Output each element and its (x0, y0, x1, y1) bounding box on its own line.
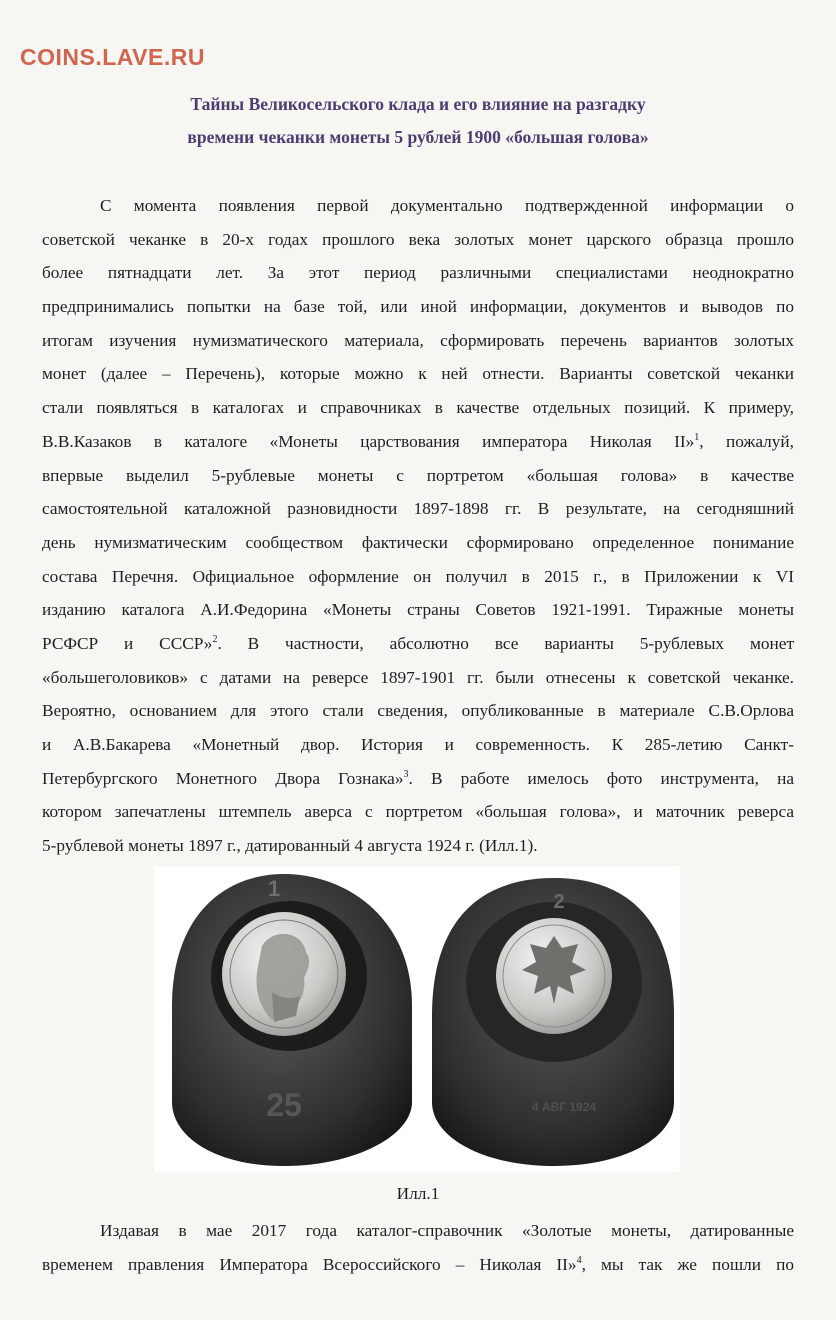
text-line: более пятнадцати лет. За этот период различными специалистами неоднократно (42, 263, 794, 283)
text-line: предпринимались попытки на базе той, или иной информации, документов и выводов по (42, 297, 794, 317)
text-line: итогам изучения нумизматического материала, сформировать перечень вариантов золотых (42, 330, 794, 350)
footnote-ref-3: 3 (403, 768, 409, 780)
die-number-2: 2 (553, 891, 565, 913)
text-line: самостоятельной каталожной разновидности 1897-1898 гг. В результате, на сегодняшний (42, 499, 794, 519)
die-date-stamp: 4 АВГ 1924 (531, 1100, 597, 1114)
footnote-ref-1: 1 (694, 431, 700, 443)
text-line-with-footnote (42, 762, 794, 796)
text-segment: . В частности, абсолютно все варианты 5-рублевых монет (217, 633, 795, 653)
text-line: котором запечатлены штемпель аверса с портретом «большая голова», и маточник реверса (42, 802, 794, 822)
text-line: монет (далее – Перечень), которые можно к ней отнести. Варианты советской чеканки (42, 364, 794, 384)
title-line-1: Тайны Великосельского клада и его влияние на разгадку (190, 94, 646, 114)
text-line: и А.В.Бакарева «Монетный двор. История и современность. К 285-летию Санкт- (42, 735, 794, 754)
title-line-2: времени чеканки монеты 5 рублей 1900 «большая голова» (187, 127, 649, 147)
text-segment: , пожалуй, (699, 431, 795, 451)
obverse-die (172, 874, 412, 1166)
text-line: Вероятно, основанием для этого стали сведения, опубликованные в материале С.В.Орлова (42, 701, 794, 721)
text-segment: РСФСР и СССР» (42, 633, 213, 653)
die-number-25: 25 (266, 1087, 302, 1123)
reverse-hub (432, 878, 674, 1166)
text-line: впервые выделил 5-рублевые монеты с портретом «большая голова» в качестве (42, 465, 794, 485)
text-line: Издавая в мае 2017 года каталог-справочник «Золотые монеты, датированные (100, 1221, 794, 1240)
die-number-1: 1 (267, 876, 281, 901)
text-line: С момента появления первой документально подтвержденной информации о (100, 196, 794, 215)
text-segment: . В работе имелось фото инструмента, на (408, 768, 795, 788)
footnote-ref-4: 4 (576, 1254, 582, 1266)
text-segment: Петербургского Монетного Двора Гознака» (42, 768, 404, 788)
footnote-ref-2: 2 (212, 633, 218, 645)
site-watermark: COINS.LAVE.RU (20, 44, 205, 70)
text-line: состава Перечня. Официальное оформление он получил в 2015 г., в Приложении к VI (42, 566, 794, 586)
text-segment: , мы так же пошли по (581, 1254, 794, 1274)
illustration-photo (154, 866, 680, 1172)
text-line: советской чеканке в 20-х годах прошлого века золотых монет царского образца прошло (42, 229, 794, 249)
text-line: стали появляться в каталогах и справочниках в качестве отдельных позиций. К примеру, (42, 398, 794, 418)
text-line-with-footnote (42, 1248, 794, 1282)
text-line: 5-рублевой монеты 1897 г., датированный 4 августа 1924 г. (Илл.1). (42, 836, 538, 856)
paragraph-1 (42, 189, 794, 863)
text-line-with-footnote (42, 627, 794, 661)
text-line: изданию каталога А.И.Федорина «Монеты страны Советов 1921-1991. Тиражные монеты (42, 600, 794, 620)
article-title (0, 88, 836, 154)
text-line: день нумизматическим сообществом фактически сформировано определенное понимание (42, 532, 794, 552)
text-line: «большеголовиков» с датами на реверсе 1897-1901 гг. были отнесены к советской чеканке. (42, 667, 794, 687)
text-segment: В.В.Казаков в каталоге «Монеты царствования императора Николая II» (42, 431, 695, 451)
illustration-caption: Илл.1 (396, 1184, 440, 1203)
paragraph-2 (42, 1214, 794, 1281)
text-segment: временем правления Императора Всероссийского – Николая II» (42, 1254, 577, 1274)
text-line-with-footnote (42, 425, 794, 459)
